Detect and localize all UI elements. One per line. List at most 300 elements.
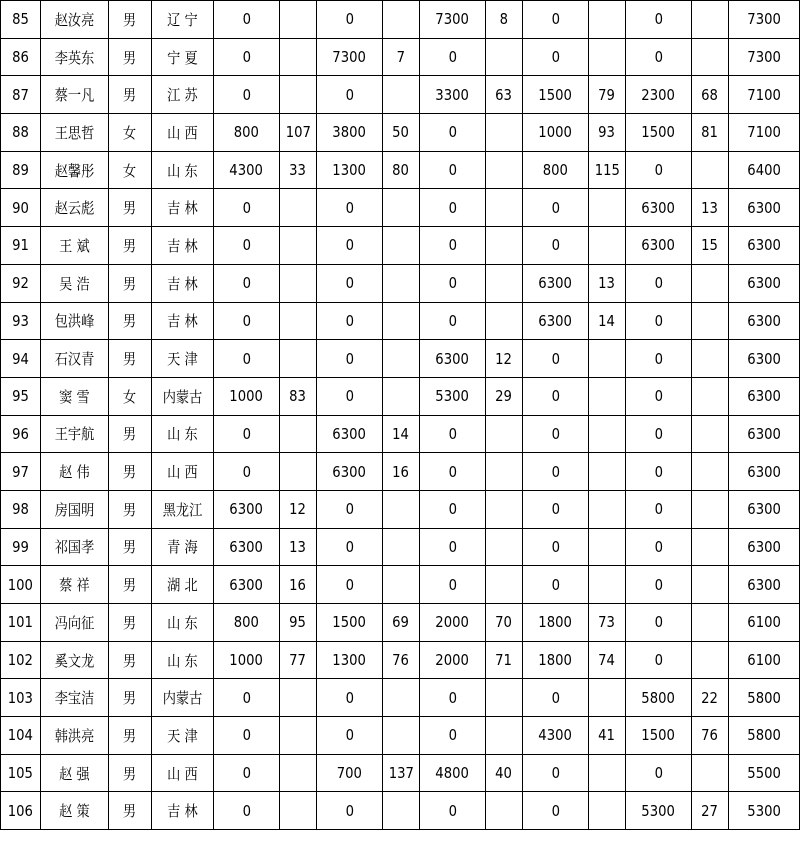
rank-3-cell — [486, 415, 523, 453]
score-1-cell — [214, 1, 280, 39]
name-cell — [41, 1, 109, 39]
name-cell — [41, 264, 109, 302]
rank-3-cell — [486, 792, 523, 830]
name-cell — [41, 189, 109, 227]
score-3-cell — [420, 76, 486, 114]
province-cell — [152, 679, 214, 717]
gender-cell-text: 男 — [123, 576, 137, 595]
score-3-cell — [420, 227, 486, 265]
score-3-cell — [420, 38, 486, 76]
score-5-cell — [626, 227, 692, 265]
rank-1-cell-text: 12 — [289, 500, 307, 519]
rank-1-cell — [280, 340, 317, 378]
name-cell-text: 王宇航 — [54, 425, 95, 444]
gender-cell-text: 男 — [123, 726, 137, 745]
rank-5-cell — [692, 76, 729, 114]
score-3-cell — [420, 641, 486, 679]
table-row — [1, 604, 800, 642]
total-cell-text: 6300 — [747, 236, 781, 255]
score-5-cell — [626, 302, 692, 340]
name-cell-text: 赵云彪 — [54, 199, 95, 218]
total-cell-text: 6400 — [747, 161, 781, 180]
rank-2-cell-text: 7 — [396, 48, 406, 67]
name-cell-text: 韩洪亮 — [54, 726, 95, 745]
rank-5-cell — [692, 717, 729, 755]
rank-2-cell — [383, 641, 420, 679]
table-row — [1, 679, 800, 717]
score-1-cell-text: 0 — [242, 801, 251, 820]
rank-2-cell-text: 50 — [392, 123, 410, 142]
gender-cell-text: 女 — [123, 161, 137, 180]
total-cell — [729, 114, 800, 152]
province-cell-text: 内蒙古 — [162, 689, 203, 708]
rank-cell-text: 98 — [12, 500, 29, 519]
name-cell-text: 王思哲 — [54, 123, 95, 142]
score-2-cell-text: 0 — [345, 387, 354, 406]
score-3-cell — [420, 189, 486, 227]
rank-2-cell-text: 69 — [392, 613, 410, 632]
province-cell-text: 山 西 — [167, 463, 198, 482]
rank-3-cell — [486, 377, 523, 415]
score-1-cell — [214, 566, 280, 604]
name-cell — [41, 754, 109, 792]
total-cell — [729, 792, 800, 830]
score-2-cell-text: 1300 — [332, 161, 367, 180]
gender-cell — [109, 679, 152, 717]
gender-cell-text: 男 — [123, 10, 137, 29]
rank-2-cell — [383, 227, 420, 265]
score-4-cell — [523, 76, 589, 114]
rank-1-cell — [280, 114, 317, 152]
score-4-cell-text: 0 — [551, 349, 560, 368]
score-2-cell-text: 0 — [345, 726, 354, 745]
score-1-cell-text: 0 — [242, 688, 251, 707]
province-cell-text: 吉 林 — [167, 236, 198, 255]
province-cell-text: 吉 林 — [167, 312, 198, 331]
score-2-cell — [317, 415, 383, 453]
score-3-cell-text: 0 — [448, 274, 457, 293]
score-5-cell-text: 2300 — [641, 85, 676, 104]
total-cell — [729, 76, 800, 114]
province-cell — [152, 415, 214, 453]
rank-cell-text: 90 — [12, 198, 29, 217]
score-5-cell-text: 0 — [654, 651, 663, 670]
score-3-cell — [420, 340, 486, 378]
rank-5-cell — [692, 377, 729, 415]
table-row — [1, 453, 800, 491]
rank-1-cell — [280, 679, 317, 717]
score-4-cell-text: 0 — [551, 575, 560, 594]
province-cell — [152, 754, 214, 792]
score-3-cell-text: 2000 — [435, 651, 470, 670]
score-4-cell-text: 1800 — [538, 651, 573, 670]
rank-cell-text: 101 — [7, 613, 34, 632]
rank-4-cell — [589, 490, 626, 528]
name-cell — [41, 641, 109, 679]
score-4-cell-text: 1000 — [538, 123, 573, 142]
table-row — [1, 38, 800, 76]
total-cell — [729, 679, 800, 717]
rank-4-cell — [589, 453, 626, 491]
rank-4-cell — [589, 227, 626, 265]
score-5-cell-text: 0 — [654, 48, 663, 67]
score-4-cell — [523, 302, 589, 340]
table-row — [1, 151, 800, 189]
score-5-cell — [626, 114, 692, 152]
rank-4-cell — [589, 151, 626, 189]
score-5-cell — [626, 604, 692, 642]
rank-5-cell — [692, 38, 729, 76]
score-1-cell-text: 0 — [242, 424, 251, 443]
rank-cell — [1, 189, 41, 227]
score-1-cell — [214, 792, 280, 830]
score-4-cell — [523, 1, 589, 39]
rank-cell — [1, 604, 41, 642]
score-2-cell — [317, 302, 383, 340]
score-3-cell — [420, 490, 486, 528]
score-2-cell-text: 0 — [345, 198, 354, 217]
gender-cell — [109, 340, 152, 378]
table-row — [1, 76, 800, 114]
name-cell — [41, 490, 109, 528]
rank-cell-text: 88 — [12, 123, 29, 142]
score-4-cell-text: 1500 — [538, 85, 573, 104]
score-5-cell — [626, 528, 692, 566]
score-4-cell-text: 0 — [551, 688, 560, 707]
name-cell — [41, 792, 109, 830]
score-1-cell — [214, 76, 280, 114]
rank-2-cell — [383, 151, 420, 189]
gender-cell-text: 女 — [123, 123, 137, 142]
province-cell — [152, 453, 214, 491]
score-5-cell-text: 1500 — [641, 123, 676, 142]
score-3-cell — [420, 566, 486, 604]
province-cell-text: 吉 林 — [167, 274, 198, 293]
rank-cell-text: 94 — [12, 349, 29, 368]
score-4-cell-text: 0 — [551, 10, 560, 29]
name-cell-text: 窦 雪 — [59, 387, 90, 406]
table-row — [1, 566, 800, 604]
rank-4-cell-text: 73 — [598, 613, 616, 632]
rank-1-cell-text: 77 — [289, 651, 307, 670]
score-3-cell — [420, 604, 486, 642]
name-cell — [41, 604, 109, 642]
rank-1-cell — [280, 490, 317, 528]
total-cell-text: 6300 — [747, 575, 781, 594]
score-4-cell — [523, 227, 589, 265]
rank-2-cell — [383, 114, 420, 152]
rank-1-cell — [280, 566, 317, 604]
gender-cell — [109, 114, 152, 152]
gender-cell — [109, 227, 152, 265]
name-cell — [41, 38, 109, 76]
score-4-cell — [523, 415, 589, 453]
gender-cell — [109, 38, 152, 76]
total-cell — [729, 264, 800, 302]
rank-3-cell-text: 71 — [495, 651, 513, 670]
score-5-cell-text: 0 — [654, 764, 663, 783]
score-2-cell-text: 0 — [345, 537, 354, 556]
rank-4-cell-text: 79 — [598, 85, 616, 104]
total-cell-text: 6300 — [747, 462, 781, 481]
score-1-cell-text: 0 — [242, 311, 251, 330]
rank-1-cell — [280, 604, 317, 642]
score-1-cell — [214, 151, 280, 189]
score-4-cell — [523, 264, 589, 302]
gender-cell — [109, 151, 152, 189]
score-2-cell — [317, 227, 383, 265]
gender-cell-text: 男 — [123, 538, 137, 557]
gender-cell — [109, 264, 152, 302]
province-cell-text: 辽 宁 — [167, 10, 198, 29]
gender-cell-text: 男 — [123, 651, 137, 670]
rank-5-cell — [692, 302, 729, 340]
rank-4-cell — [589, 302, 626, 340]
province-cell-text: 山 西 — [167, 764, 198, 783]
total-cell — [729, 302, 800, 340]
score-4-cell-text: 0 — [551, 537, 560, 556]
rank-1-cell — [280, 1, 317, 39]
rank-4-cell-text: 74 — [598, 651, 616, 670]
rank-4-cell-text: 14 — [598, 311, 616, 330]
rank-cell — [1, 114, 41, 152]
rank-cell-text: 102 — [7, 651, 34, 670]
province-cell — [152, 264, 214, 302]
score-1-cell — [214, 679, 280, 717]
name-cell-text: 蔡 祥 — [59, 576, 90, 595]
score-5-cell-text: 0 — [654, 613, 663, 632]
gender-cell-text: 男 — [123, 425, 137, 444]
rank-2-cell — [383, 377, 420, 415]
score-5-cell-text: 0 — [654, 311, 663, 330]
score-1-cell-text: 6300 — [229, 537, 264, 556]
rank-cell-text: 87 — [12, 85, 29, 104]
rank-cell-text: 92 — [12, 274, 29, 293]
name-cell — [41, 528, 109, 566]
score-5-cell — [626, 717, 692, 755]
score-5-cell-text: 0 — [654, 274, 663, 293]
rank-4-cell-text: 115 — [594, 161, 620, 180]
score-2-cell — [317, 1, 383, 39]
rank-2-cell — [383, 679, 420, 717]
total-cell-text: 7300 — [747, 10, 781, 29]
rank-1-cell — [280, 151, 317, 189]
score-4-cell-text: 4300 — [538, 726, 573, 745]
score-3-cell-text: 0 — [448, 161, 457, 180]
score-5-cell — [626, 754, 692, 792]
rank-4-cell — [589, 264, 626, 302]
score-5-cell — [626, 264, 692, 302]
score-2-cell — [317, 754, 383, 792]
total-cell — [729, 490, 800, 528]
rank-cell — [1, 38, 41, 76]
gender-cell — [109, 1, 152, 39]
score-1-cell-text: 4300 — [229, 161, 264, 180]
score-5-cell-text: 0 — [654, 537, 663, 556]
score-3-cell-text: 3300 — [435, 85, 470, 104]
score-2-cell — [317, 76, 383, 114]
province-cell-text: 青 海 — [167, 538, 198, 557]
rank-3-cell — [486, 151, 523, 189]
gender-cell — [109, 754, 152, 792]
name-cell — [41, 151, 109, 189]
score-3-cell-text: 0 — [448, 198, 457, 217]
rank-5-cell-text: 68 — [701, 85, 719, 104]
score-2-cell-text: 6300 — [332, 424, 367, 443]
name-cell — [41, 114, 109, 152]
score-5-cell — [626, 453, 692, 491]
gender-cell — [109, 528, 152, 566]
total-cell — [729, 151, 800, 189]
score-1-cell — [214, 604, 280, 642]
rank-2-cell — [383, 264, 420, 302]
total-cell-text: 6100 — [747, 613, 781, 632]
rank-2-cell-text: 76 — [392, 651, 410, 670]
rank-cell — [1, 302, 41, 340]
name-cell — [41, 415, 109, 453]
name-cell-text: 李英东 — [54, 48, 95, 67]
score-4-cell — [523, 38, 589, 76]
table-row — [1, 528, 800, 566]
name-cell — [41, 76, 109, 114]
province-cell-text: 山 西 — [167, 123, 198, 142]
score-4-cell-text: 0 — [551, 462, 560, 481]
rank-cell — [1, 641, 41, 679]
rank-2-cell — [383, 1, 420, 39]
gender-cell — [109, 792, 152, 830]
name-cell-text: 石汉青 — [54, 350, 95, 369]
rank-4-cell — [589, 679, 626, 717]
province-cell — [152, 377, 214, 415]
name-cell — [41, 679, 109, 717]
province-cell — [152, 114, 214, 152]
score-4-cell-text: 0 — [551, 387, 560, 406]
table-row — [1, 754, 800, 792]
gender-cell-text: 男 — [123, 236, 137, 255]
total-cell — [729, 453, 800, 491]
rank-1-cell — [280, 227, 317, 265]
score-5-cell-text: 0 — [654, 387, 663, 406]
province-cell-text: 吉 林 — [167, 199, 198, 218]
rank-3-cell — [486, 340, 523, 378]
score-3-cell — [420, 679, 486, 717]
rank-2-cell — [383, 490, 420, 528]
province-cell — [152, 490, 214, 528]
total-cell-text: 7100 — [747, 123, 781, 142]
score-4-cell-text: 6300 — [538, 274, 573, 293]
rank-4-cell — [589, 38, 626, 76]
rank-cell-text: 96 — [12, 424, 29, 443]
rank-5-cell — [692, 641, 729, 679]
total-cell-text: 6100 — [747, 651, 781, 670]
total-cell — [729, 717, 800, 755]
name-cell — [41, 453, 109, 491]
table-row — [1, 264, 800, 302]
score-2-cell-text: 3800 — [332, 123, 367, 142]
score-5-cell — [626, 566, 692, 604]
score-1-cell-text: 0 — [242, 462, 251, 481]
score-1-cell — [214, 641, 280, 679]
score-4-cell — [523, 679, 589, 717]
province-cell — [152, 1, 214, 39]
rank-1-cell — [280, 754, 317, 792]
province-cell-text: 江 苏 — [167, 86, 198, 105]
table-row — [1, 189, 800, 227]
score-4-cell — [523, 151, 589, 189]
score-1-cell — [214, 528, 280, 566]
rank-1-cell-text: 33 — [289, 161, 307, 180]
rank-4-cell — [589, 528, 626, 566]
province-cell — [152, 604, 214, 642]
rank-5-cell-text: 76 — [701, 726, 719, 745]
rank-5-cell — [692, 151, 729, 189]
rank-3-cell — [486, 264, 523, 302]
score-1-cell-text: 6300 — [229, 575, 264, 594]
score-5-cell — [626, 76, 692, 114]
province-cell-text: 湖 北 — [167, 576, 198, 595]
rank-cell — [1, 264, 41, 302]
gender-cell — [109, 641, 152, 679]
rank-3-cell — [486, 754, 523, 792]
score-2-cell-text: 7300 — [332, 48, 367, 67]
score-3-cell — [420, 114, 486, 152]
score-3-cell-text: 0 — [448, 123, 457, 142]
gender-cell-text: 男 — [123, 764, 137, 783]
total-cell — [729, 1, 800, 39]
name-cell-text: 包洪峰 — [54, 312, 95, 331]
score-5-cell — [626, 151, 692, 189]
rank-4-cell — [589, 415, 626, 453]
score-2-cell — [317, 641, 383, 679]
rank-1-cell — [280, 415, 317, 453]
rank-3-cell — [486, 641, 523, 679]
rank-2-cell-text: 80 — [392, 161, 410, 180]
score-3-cell-text: 0 — [448, 48, 457, 67]
rank-4-cell-text: 41 — [598, 726, 616, 745]
rank-3-cell — [486, 227, 523, 265]
rank-1-cell-text: 13 — [289, 537, 307, 556]
rank-1-cell-text: 83 — [289, 387, 307, 406]
rank-1-cell — [280, 189, 317, 227]
name-cell — [41, 717, 109, 755]
score-3-cell — [420, 754, 486, 792]
score-3-cell — [420, 528, 486, 566]
score-3-cell-text: 0 — [448, 537, 457, 556]
score-2-cell — [317, 792, 383, 830]
rank-cell — [1, 453, 41, 491]
province-cell — [152, 302, 214, 340]
rank-5-cell — [692, 679, 729, 717]
score-4-cell-text: 0 — [551, 764, 560, 783]
total-cell-text: 6300 — [747, 274, 781, 293]
score-4-cell-text: 1800 — [538, 613, 573, 632]
score-1-cell — [214, 340, 280, 378]
score-4-cell-text: 0 — [551, 424, 560, 443]
total-cell — [729, 641, 800, 679]
score-4-cell-text: 0 — [551, 48, 560, 67]
score-3-cell — [420, 415, 486, 453]
total-cell — [729, 528, 800, 566]
score-3-cell-text: 0 — [448, 726, 457, 745]
score-2-cell-text: 0 — [345, 801, 354, 820]
rank-cell-text: 104 — [7, 726, 34, 745]
rank-2-cell-text: 137 — [388, 764, 414, 783]
score-2-cell — [317, 377, 383, 415]
name-cell — [41, 302, 109, 340]
score-3-cell-text: 0 — [448, 311, 457, 330]
rank-2-cell — [383, 604, 420, 642]
gender-cell — [109, 604, 152, 642]
